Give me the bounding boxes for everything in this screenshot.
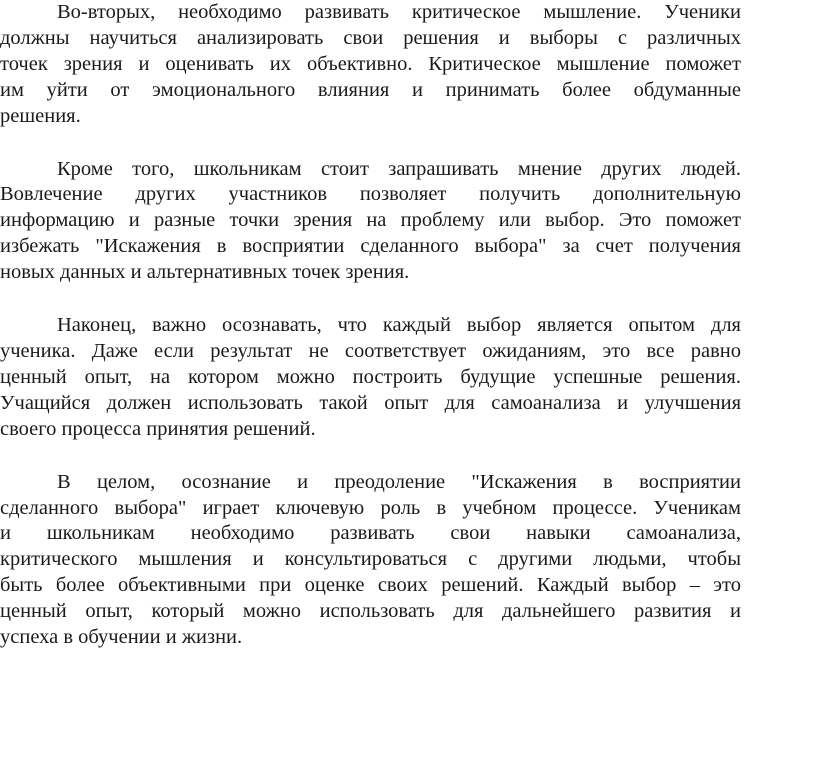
- paragraph-line: Учащийся должен использовать такой опыт для самоанализа и улучшения: [0, 391, 741, 414]
- paragraph-line: сделанного выбора" играет ключевую роль в учебном процессе. Ученикам: [0, 496, 741, 519]
- paragraph-line: Вовлечение других участников позволяет получить дополнительную: [0, 183, 741, 206]
- paragraph-line: ученика. Даже если результат не соответствует ожиданиям, это все равно: [0, 339, 741, 362]
- paragraph-line: Наконец, важно осознавать, что каждый выбор является опытом для: [57, 314, 741, 337]
- paragraph-line: должны научиться анализировать свои решения и выборы с различных: [0, 26, 741, 49]
- paragraph-line: Кроме того, школьникам стоит запрашивать мнение других людей.: [57, 157, 741, 180]
- paragraph-line: точек зрения и оценивать их объективно. Критическое мышление поможет: [0, 52, 741, 75]
- paragraph-line: решения.: [0, 104, 81, 127]
- paragraph-line: Во-вторых, необходимо развивать критическое мышление. Ученики: [57, 1, 741, 23]
- paragraph-line: своего процесса принятия решений.: [0, 417, 316, 440]
- paragraph-line: критического мышления и консультироваться с другими людьми, чтобы: [0, 548, 741, 571]
- paragraph-line: В целом, осознание и преодоление "Искажения в восприятии: [57, 470, 741, 493]
- paragraph-line: информацию и разные точки зрения на проблему или выбор. Это поможет: [0, 209, 741, 232]
- paragraph-conclusion: [0, 470, 741, 651]
- paragraph-line: ценный опыт, на котором можно построить будущие успешные решения.: [0, 365, 741, 388]
- paragraph-line: новых данных и альтернативных точек зрения.: [0, 261, 410, 284]
- paragraph-line: избежать "Искажения в восприятии сделанного выбора" за счет получения: [0, 235, 741, 258]
- paragraph-line: им уйти от эмоционального влияния и принимать более обдуманные: [0, 78, 741, 101]
- paragraph-line: успеха в обучении и жизни.: [0, 626, 243, 649]
- paragraph-experience: [0, 313, 741, 443]
- paragraph-critical-thinking: [0, 0, 741, 130]
- paragraph-others-opinion: [0, 157, 741, 287]
- paragraph-line: быть более объективными при оценке своих решений. Каждый выбор – это: [0, 574, 741, 597]
- paragraph-line: и школьникам необходимо развивать свои навыки самоанализа,: [0, 522, 741, 545]
- paragraph-line: ценный опыт, который можно использовать для дальнейшего развития и: [0, 600, 741, 623]
